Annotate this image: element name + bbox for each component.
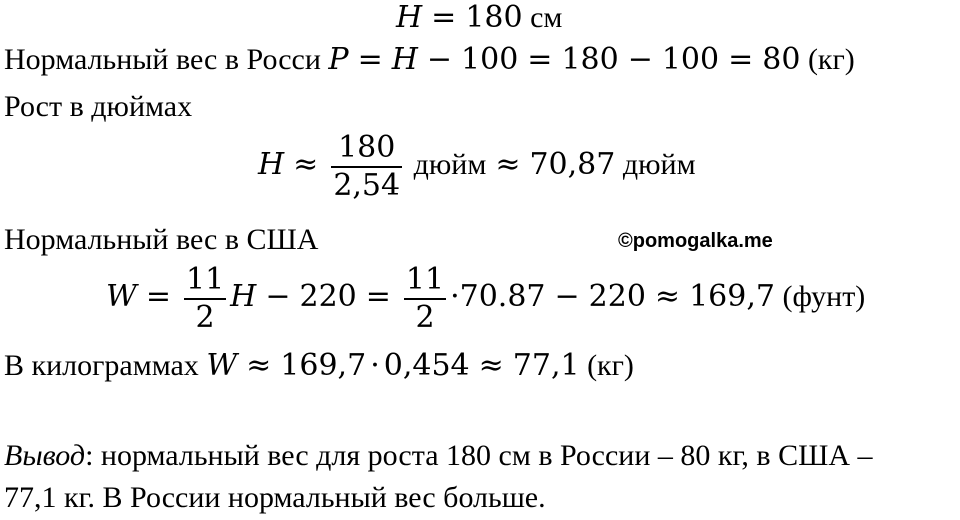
pounds-value: 169,7	[280, 348, 367, 383]
height-value: 180	[465, 0, 523, 35]
inches-result: 70,87	[529, 146, 616, 182]
height-inches-value: 70.87	[459, 278, 546, 314]
russia-weight-result: 80	[762, 42, 801, 77]
minus-sign: −	[265, 278, 291, 314]
kg-unit: (кг)	[587, 349, 634, 382]
equals-sign: =	[365, 278, 391, 314]
minus-sign: −	[426, 42, 453, 77]
equals-sign: =	[527, 42, 553, 77]
inch-unit: дюйм	[622, 147, 696, 181]
multiply-dot: ·	[370, 348, 380, 383]
watermark: ©pomogalka.me	[618, 230, 773, 252]
inches-conversion-equation	[258, 130, 696, 204]
conclusion-label: Вывод	[4, 439, 86, 472]
fraction-11-over-2	[404, 262, 446, 336]
approx-sign: ≈	[478, 348, 504, 383]
constant-220: 220	[588, 278, 646, 314]
russia-weight-label: Нормальный вес в Росси	[4, 43, 321, 76]
fraction-numerator: 11	[184, 262, 226, 300]
kg-unit: (кг)	[807, 43, 855, 76]
constant-220: 220	[299, 278, 357, 314]
approx-sign: ≈	[654, 278, 681, 314]
fraction-numerator: 11	[404, 262, 446, 300]
fraction-numerator: 180	[331, 130, 402, 168]
height-equation	[396, 0, 562, 36]
weight-variable-w: W	[106, 278, 137, 314]
usa-weight-equation	[106, 262, 865, 336]
conclusion-text-1: : нормальный вес для роста 180 см в России – 80 кг, в США –	[85, 439, 873, 472]
approx-sign: ≈	[293, 146, 319, 182]
height-unit: см	[530, 1, 563, 34]
inch-unit: дюйм	[413, 147, 487, 181]
minus-sign: −	[554, 278, 580, 314]
pounds-result: 169,7	[689, 278, 775, 314]
russia-weight-equation	[4, 42, 855, 78]
conversion-factor: 0,454	[383, 348, 470, 383]
kilograms-equation	[4, 348, 634, 384]
height-variable: H	[258, 146, 285, 182]
pound-unit: (фунт)	[782, 279, 866, 313]
constant-100: 100	[661, 42, 720, 77]
fraction-denominator: 2	[415, 300, 435, 335]
approx-sign: ≈	[246, 348, 272, 383]
fraction-denominator: 2,54	[333, 168, 401, 203]
fraction-11-over-2	[184, 262, 226, 336]
height-variable: H	[230, 278, 257, 314]
approx-sign: ≈	[495, 146, 521, 182]
equals-sign: =	[728, 42, 754, 77]
kilograms-result: 77,1	[512, 348, 580, 383]
conclusion-line-2: 77,1 кг. В России нормальный вес больше.	[4, 481, 546, 514]
usa-weight-heading: Нормальный вес в США	[4, 223, 319, 256]
fraction-denominator: 2	[195, 300, 215, 335]
kilograms-label: В килограммах	[4, 349, 199, 382]
weight-variable-p: P	[328, 42, 349, 77]
conclusion-line-1	[4, 438, 873, 474]
height-inches-heading: Рост в дюймах	[4, 90, 193, 123]
equals-sign: =	[431, 0, 457, 35]
height-variable: H	[391, 42, 418, 77]
fraction-180-over-2-54	[331, 130, 402, 204]
height-variable: H	[396, 0, 423, 35]
minus-sign: −	[627, 42, 653, 77]
equals-sign: =	[357, 42, 383, 77]
weight-variable-w: W	[206, 348, 238, 383]
height-value: 180	[561, 42, 619, 77]
constant-100: 100	[461, 42, 519, 77]
equals-sign: =	[145, 278, 171, 314]
multiply-dot: ·	[450, 278, 460, 314]
